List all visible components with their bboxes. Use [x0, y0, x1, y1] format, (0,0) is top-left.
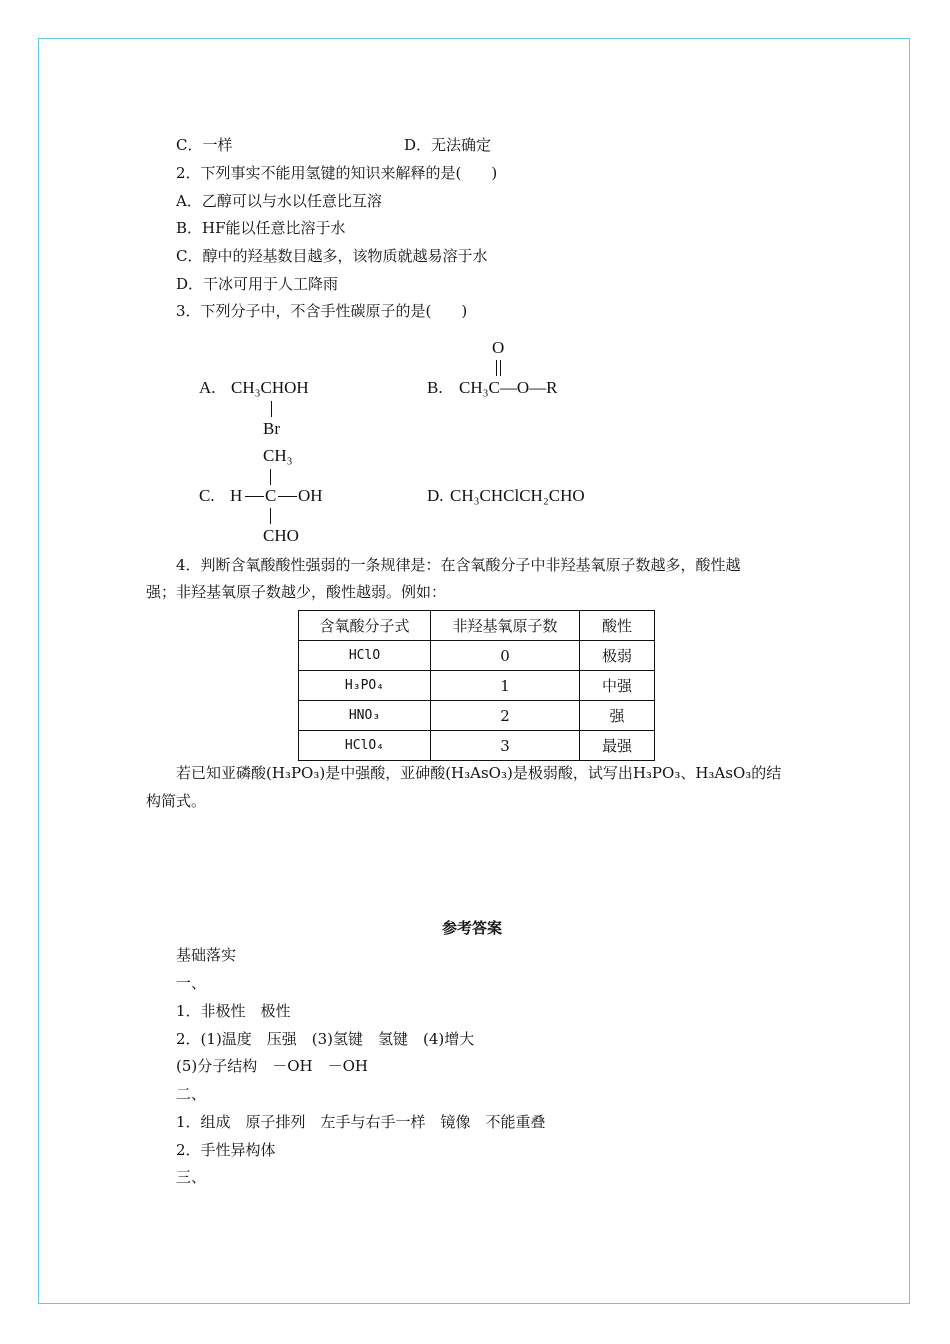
q1-option-d: D．无法确定	[404, 136, 492, 154]
q3-stem: 3．下列分子中，不含手性碳原子的是( )	[176, 302, 468, 320]
table-row	[299, 731, 655, 761]
structure-b-double-bond-2	[500, 360, 501, 376]
table-cell: 强	[580, 701, 655, 731]
q4-text-line1: 4．判断含氧酸酸性强弱的一条规律是：在含氧酸分子中非羟基氧原子数越多，酸性越	[176, 556, 741, 574]
q2-stem: 2．下列事实不能用氢键的知识来解释的是( )	[176, 164, 498, 182]
structure-a-label: A.	[199, 378, 216, 397]
table-cell: H₃PO₄	[299, 671, 431, 701]
table-cell: 2	[431, 701, 580, 731]
q4-followup-line1: 若已知亚磷酸(H₃PO₃)是中强酸，亚砷酸(H₃AsO₃)是极弱酸，试写出H₃PO₃、H₃AsO₃的结	[176, 764, 782, 782]
q2-option-b: B．HF能以任意比溶于水	[176, 219, 346, 237]
structure-a-substituent: Br	[263, 419, 280, 438]
structure-c-label: C.	[199, 486, 215, 505]
q4-text-line2: 强；非羟基氧原子数越少，酸性越弱。例如：	[146, 583, 447, 601]
answers-part1: 一、	[176, 974, 207, 992]
structure-a-main: CH₃CHOH	[231, 378, 309, 397]
structure-b-top: O	[492, 338, 505, 357]
answers-part2: 二、	[176, 1085, 207, 1103]
structure-c-oh: OH	[298, 486, 323, 505]
structure-a-bond	[271, 401, 272, 417]
structure-c-h: H	[230, 486, 243, 505]
answers-part3: 三、	[176, 1168, 207, 1186]
structure-c-top: CH₃	[263, 446, 293, 465]
acid-table	[298, 610, 655, 761]
table-cell: HNO₃	[299, 701, 431, 731]
answers-title: 参考答案	[442, 919, 503, 937]
q2-option-d: D．干冰可用于人工降雨	[176, 275, 339, 293]
answers-p1-line2: 2．(1)温度 压强 (3)氢键 氢键 (4)增大	[176, 1030, 475, 1048]
q2-option-a: A．乙醇可以与水以任意比互溶	[176, 192, 382, 210]
table-header: 酸性	[580, 611, 655, 641]
answers-section-basic: 基础落实	[176, 946, 237, 964]
structure-c-center: C	[265, 486, 277, 505]
table-row	[299, 671, 655, 701]
table-cell: HClO	[299, 641, 431, 671]
structure-b-double-bond-1	[496, 360, 497, 376]
structure-c-bond-top	[270, 469, 271, 485]
table-header: 含氧酸分子式	[299, 611, 431, 641]
table-cell: 极弱	[580, 641, 655, 671]
structure-c-bottom: CHO	[263, 526, 299, 545]
structure-d-label: D.	[427, 486, 444, 505]
table-cell: HClO₄	[299, 731, 431, 761]
q2-option-c: C．醇中的羟基数目越多，该物质就越易溶于水	[176, 247, 488, 265]
table-row	[299, 701, 655, 731]
q4-followup-line2: 构简式。	[146, 792, 207, 810]
table-header: 非羟基氧原子数	[431, 611, 580, 641]
answers-p2-line2: 2．手性异构体	[176, 1141, 276, 1159]
answers-p1-line3: (5)分子结构 －OH －OH	[176, 1057, 369, 1075]
structure-c-bond-left	[245, 496, 264, 497]
q1-option-c: C．一样	[176, 136, 233, 154]
structure-c-bond-right	[278, 496, 297, 497]
table-cell: 中强	[580, 671, 655, 701]
table-cell: 3	[431, 731, 580, 761]
answers-p2-line1: 1．组成 原子排列 左手与右手一样 镜像 不能重叠	[176, 1113, 546, 1131]
structure-c-bond-bottom	[270, 508, 271, 524]
structure-b-main: CH₃C—O—R	[459, 378, 558, 397]
answers-p1-line1: 1．非极性 极性	[176, 1002, 291, 1020]
table-row	[299, 641, 655, 671]
table-cell: 最强	[580, 731, 655, 761]
table-cell: 0	[431, 641, 580, 671]
table-cell: 1	[431, 671, 580, 701]
structure-b-label: B.	[427, 378, 443, 397]
structure-d-main: CH₃CHClCH₂CHO	[450, 486, 585, 505]
table-header-row	[299, 611, 655, 641]
